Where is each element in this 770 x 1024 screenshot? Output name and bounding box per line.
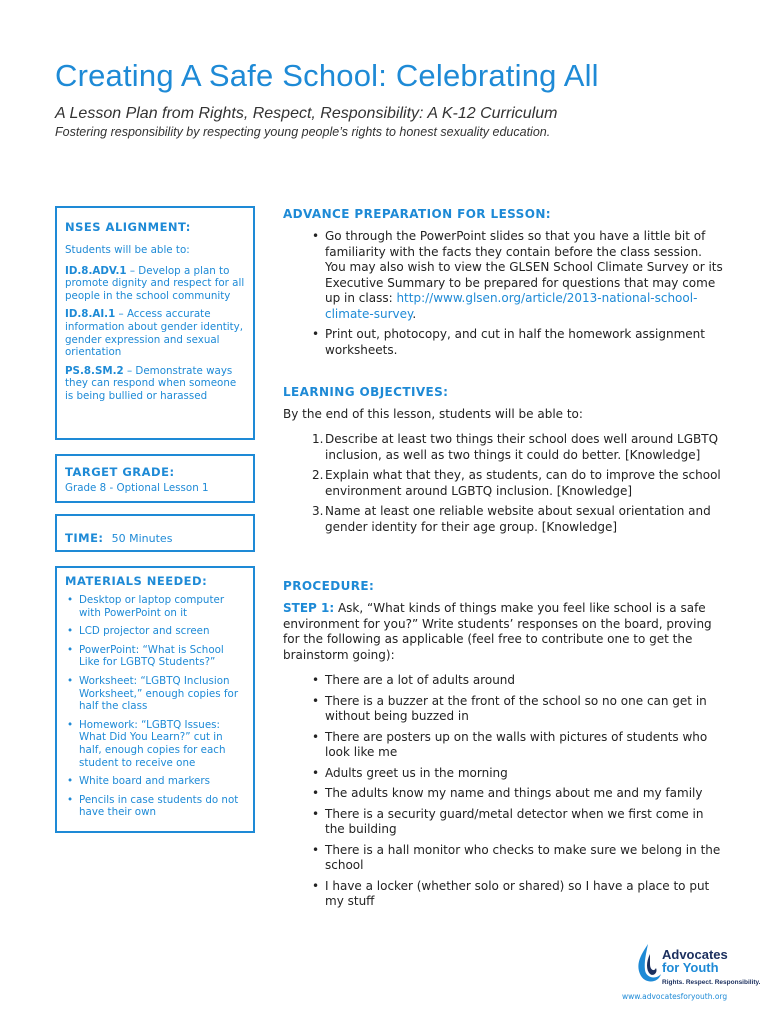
time-box (55, 514, 255, 552)
time-value: 50 Minutes (111, 532, 173, 545)
nses-standard (65, 308, 245, 358)
standard-text: – Demonstrate ways they can respond when someone is being bullied or harassed (65, 364, 237, 402)
nses-intro: Students will be able to: (65, 244, 190, 256)
step-text: Ask, “What kinds of things make you feel like school is a safe environment for you?” Write students’ responses on the board, proving for the following as applicable (feel free to contribute one to get the brainstorm going): (283, 601, 712, 662)
objective-text: Describe at least two things their school does well around LGBTQ inclusion, as well as two things it could do better. [Knowledge] (325, 432, 719, 462)
materials-item: • Worksheet: “LGBTQ Inclusion Worksheet,” enough copies for half the class (65, 675, 245, 713)
learning-objectives-list (283, 432, 723, 540)
materials-box (55, 566, 255, 833)
advance-prep-item (283, 229, 723, 322)
materials-item: • Desktop or laptop computer with PowerPoint on it (65, 594, 245, 619)
standard-code: ID.8.ADV.1 (65, 264, 127, 277)
page-tagline: Fostering responsibility by respecting young people’s rights to honest sexuality education. (55, 125, 551, 139)
procedure-list (283, 673, 723, 915)
logo-wordmark (662, 948, 742, 974)
objective-number: 1. (312, 432, 324, 446)
objective-item (283, 432, 723, 463)
materials-item: • Homework: “LGBTQ Issues: What Did You Learn?” cut in half, enough copies for each student to receive one (65, 719, 245, 769)
advance-prep-item: • Print out, photocopy, and cut in half the homework assignment worksheets. (283, 327, 723, 358)
standard-code: PS.8.SM.2 (65, 364, 124, 377)
objective-text: Explain what that they, as students, can do to improve the school environment around LGBTQ inclusion. [Knowledge] (325, 468, 721, 498)
time-heading: TIME: (65, 531, 104, 545)
advance-prep-end: . (412, 306, 417, 321)
materials-item: • PowerPoint: “What is School Like for LGBTQ Students?” (65, 644, 245, 669)
procedure-item: • There is a hall monitor who checks to make sure we belong in the school (283, 843, 723, 874)
procedure-item: • There are a lot of adults around (283, 673, 723, 689)
logo-tagline: Rights. Respect. Responsibility. (662, 979, 761, 986)
objective-item (283, 468, 723, 499)
standard-text: – Access accurate information about gender identity, gender expression and sexual orientation (65, 308, 244, 359)
materials-heading: MATERIALS NEEDED: (65, 574, 208, 588)
objective-text: Name at least one reliable website about sexual orientation and gender identity for their age group. [Knowledge] (325, 504, 711, 534)
materials-item: • Pencils in case students do not have their own (65, 794, 245, 819)
advance-prep-text: Go through the PowerPoint slides so that you have a little bit of familiarity with the facts they contain before the class session. You may also wish to view the GLSEN School Climate Survey or its Executive Summary to be prepared for questions that may come up in class: (325, 229, 723, 305)
nses-standard (65, 265, 245, 303)
procedure-step-1 (283, 601, 723, 663)
procedure-item: • The adults know my name and things about me and my family (283, 786, 723, 802)
procedure-item: • Adults greet us in the morning (283, 766, 723, 782)
step-label: STEP 1: (283, 601, 335, 615)
objective-number: 2. (312, 468, 324, 482)
learning-objectives-heading: LEARNING OBJECTIVES: (283, 385, 449, 399)
target-grade-heading: TARGET GRADE: (65, 465, 175, 479)
website-link[interactable]: www.advocatesforyouth.org (622, 992, 728, 1001)
logo-line-1: Advocates (662, 947, 728, 962)
standard-text: – Develop a plan to promote dignity and respect for all people in the school community (65, 264, 245, 302)
procedure-item: • There are posters up on the walls with pictures of students who look like me (283, 730, 723, 761)
procedure-item: • There is a security guard/metal detector when we first come in the building (283, 807, 723, 838)
nses-heading: NSES ALIGNMENT: (65, 220, 191, 234)
target-grade-value: Grade 8 - Optional Lesson 1 (65, 482, 209, 494)
nses-standard (65, 365, 245, 403)
objective-number: 3. (312, 504, 324, 518)
procedure-item: • I have a locker (whether solo or shared) so I have a place to put my stuff (283, 879, 723, 910)
materials-item: • White board and markers (65, 775, 245, 788)
advance-prep-heading: ADVANCE PREPARATION FOR LESSON: (283, 207, 551, 221)
materials-item: • LCD projector and screen (65, 625, 245, 638)
procedure-item: • There is a buzzer at the front of the school so no one can get in without being buzzed in (283, 694, 723, 725)
nses-alignment-box (55, 206, 255, 440)
logo-line-2: for Youth (662, 960, 719, 975)
glsen-survey-link[interactable]: http://www.glsen.org/article/2013-national-school-climate-survey (325, 291, 698, 321)
page-title: Creating A Safe School: Celebrating All (55, 58, 599, 93)
objective-item (283, 504, 723, 535)
target-grade-box (55, 454, 255, 503)
learning-objectives-intro: By the end of this lesson, students will be able to: (283, 407, 583, 421)
standard-code: ID.8.AI.1 (65, 308, 116, 321)
page-subtitle: A Lesson Plan from Rights, Respect, Responsibility: A K-12 Curriculum (55, 105, 558, 122)
procedure-heading: PROCEDURE: (283, 579, 375, 593)
advance-prep-list (283, 229, 723, 363)
